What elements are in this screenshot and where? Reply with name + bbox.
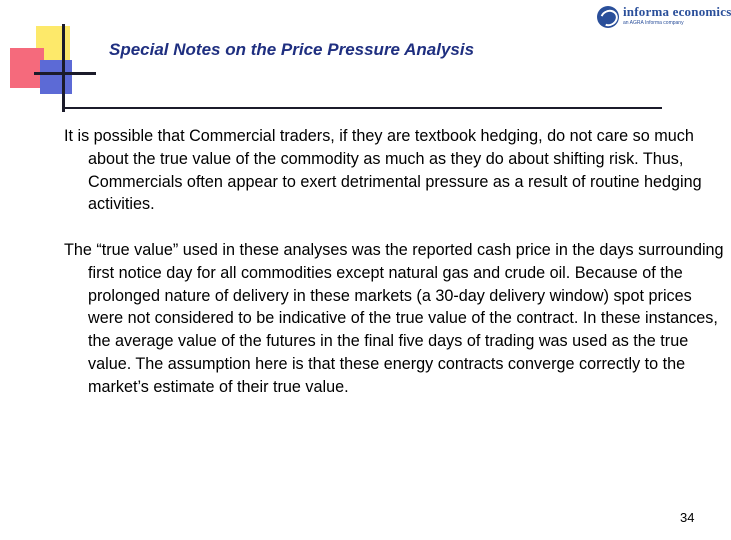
decor-vertical-line — [62, 24, 65, 112]
company-logo — [595, 4, 731, 32]
decor-horizontal-line — [34, 72, 96, 75]
logo-name: informa economics — [623, 4, 731, 19]
logo-tagline: an AGRA Informa company — [623, 20, 684, 26]
globe-icon — [597, 6, 619, 28]
slide-title: Special Notes on the Price Pressure Analysis — [109, 40, 475, 59]
paragraph-true-value: The “true value” used in these analyses was the reported cash price in the days surrounding first notice day for all commodities except natural gas and crude oil. Because of the prolonged nature of delivery in these markets (a 30-day delivery window) spot prices were not considered to be indicative of the true value of the contract. In these instances, the average value of the futures in the final five days of trading was used as the true value. The assumption here is that these energy contracts converge correctly to the market’s estimate of their true value. — [64, 241, 724, 396]
paragraph-hedging: It is possible that Commercial traders, if they are textbook hedging, do not care so much about the true value of the commodity as much as they do about shifting risk. Thus, Commercials often appear to exert detrimental pressure as a result of routine hedging activities. — [64, 127, 702, 214]
decor-red-square — [10, 48, 44, 88]
title-divider — [62, 107, 662, 109]
decor-blue-square — [40, 60, 72, 94]
page-number: 34 — [680, 510, 695, 525]
